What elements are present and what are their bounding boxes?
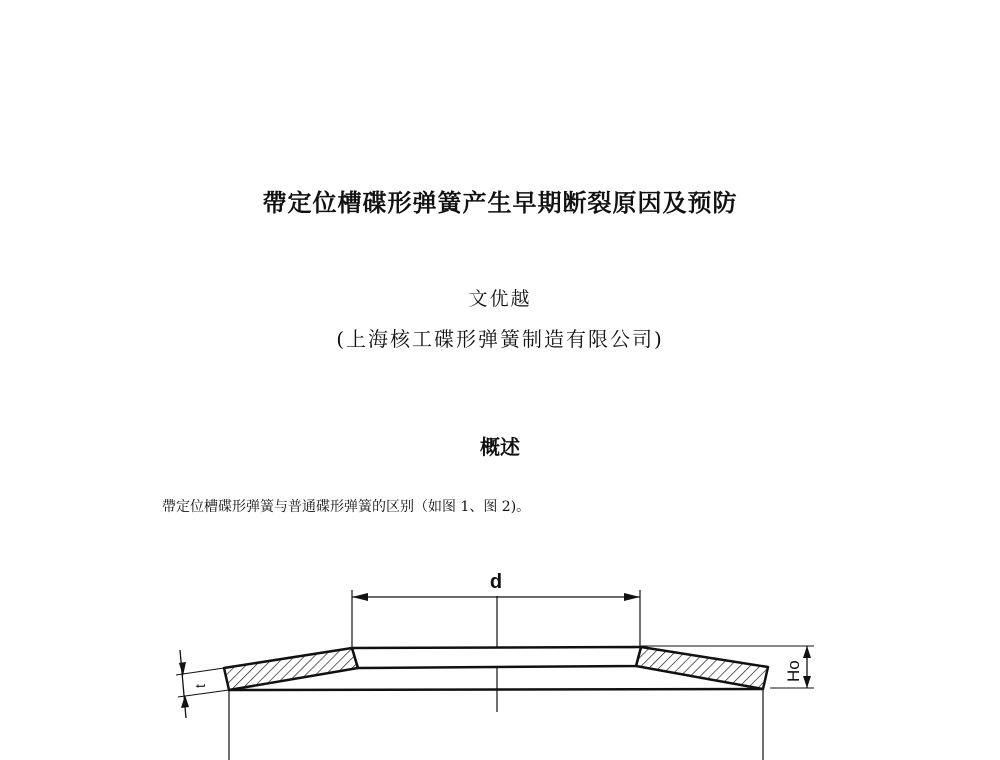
- t-label: t: [192, 684, 208, 688]
- right-section-hatched: [636, 647, 768, 689]
- author-affiliation: (上海核工碟形弹簧制造有限公司): [336, 327, 664, 351]
- author-name: 文优越: [468, 288, 532, 310]
- d-arrow-right: [624, 593, 640, 601]
- h0-arrow-bottom: [803, 676, 811, 688]
- disc-spring-cross-section-figure: [150, 570, 830, 760]
- base-line: [229, 689, 763, 690]
- t-dimension-line: [180, 650, 186, 718]
- h0-arrow-top: [803, 646, 811, 658]
- t-extension-lower: [178, 690, 229, 697]
- paper-title: 帶定位槽碟形弹簧产生早期断裂原因及预防: [262, 189, 738, 217]
- d-label: d: [489, 571, 503, 593]
- intro-paragraph: 帶定位槽碟形弹簧与普通碟形弹簧的区别（如图 1、图 2)。: [162, 499, 531, 515]
- d-arrow-left: [352, 593, 368, 601]
- left-section-hatched: [224, 648, 358, 690]
- section-heading: 概述: [480, 435, 520, 459]
- h0-label: Ho: [784, 660, 803, 682]
- middle-rim-band: [352, 647, 641, 668]
